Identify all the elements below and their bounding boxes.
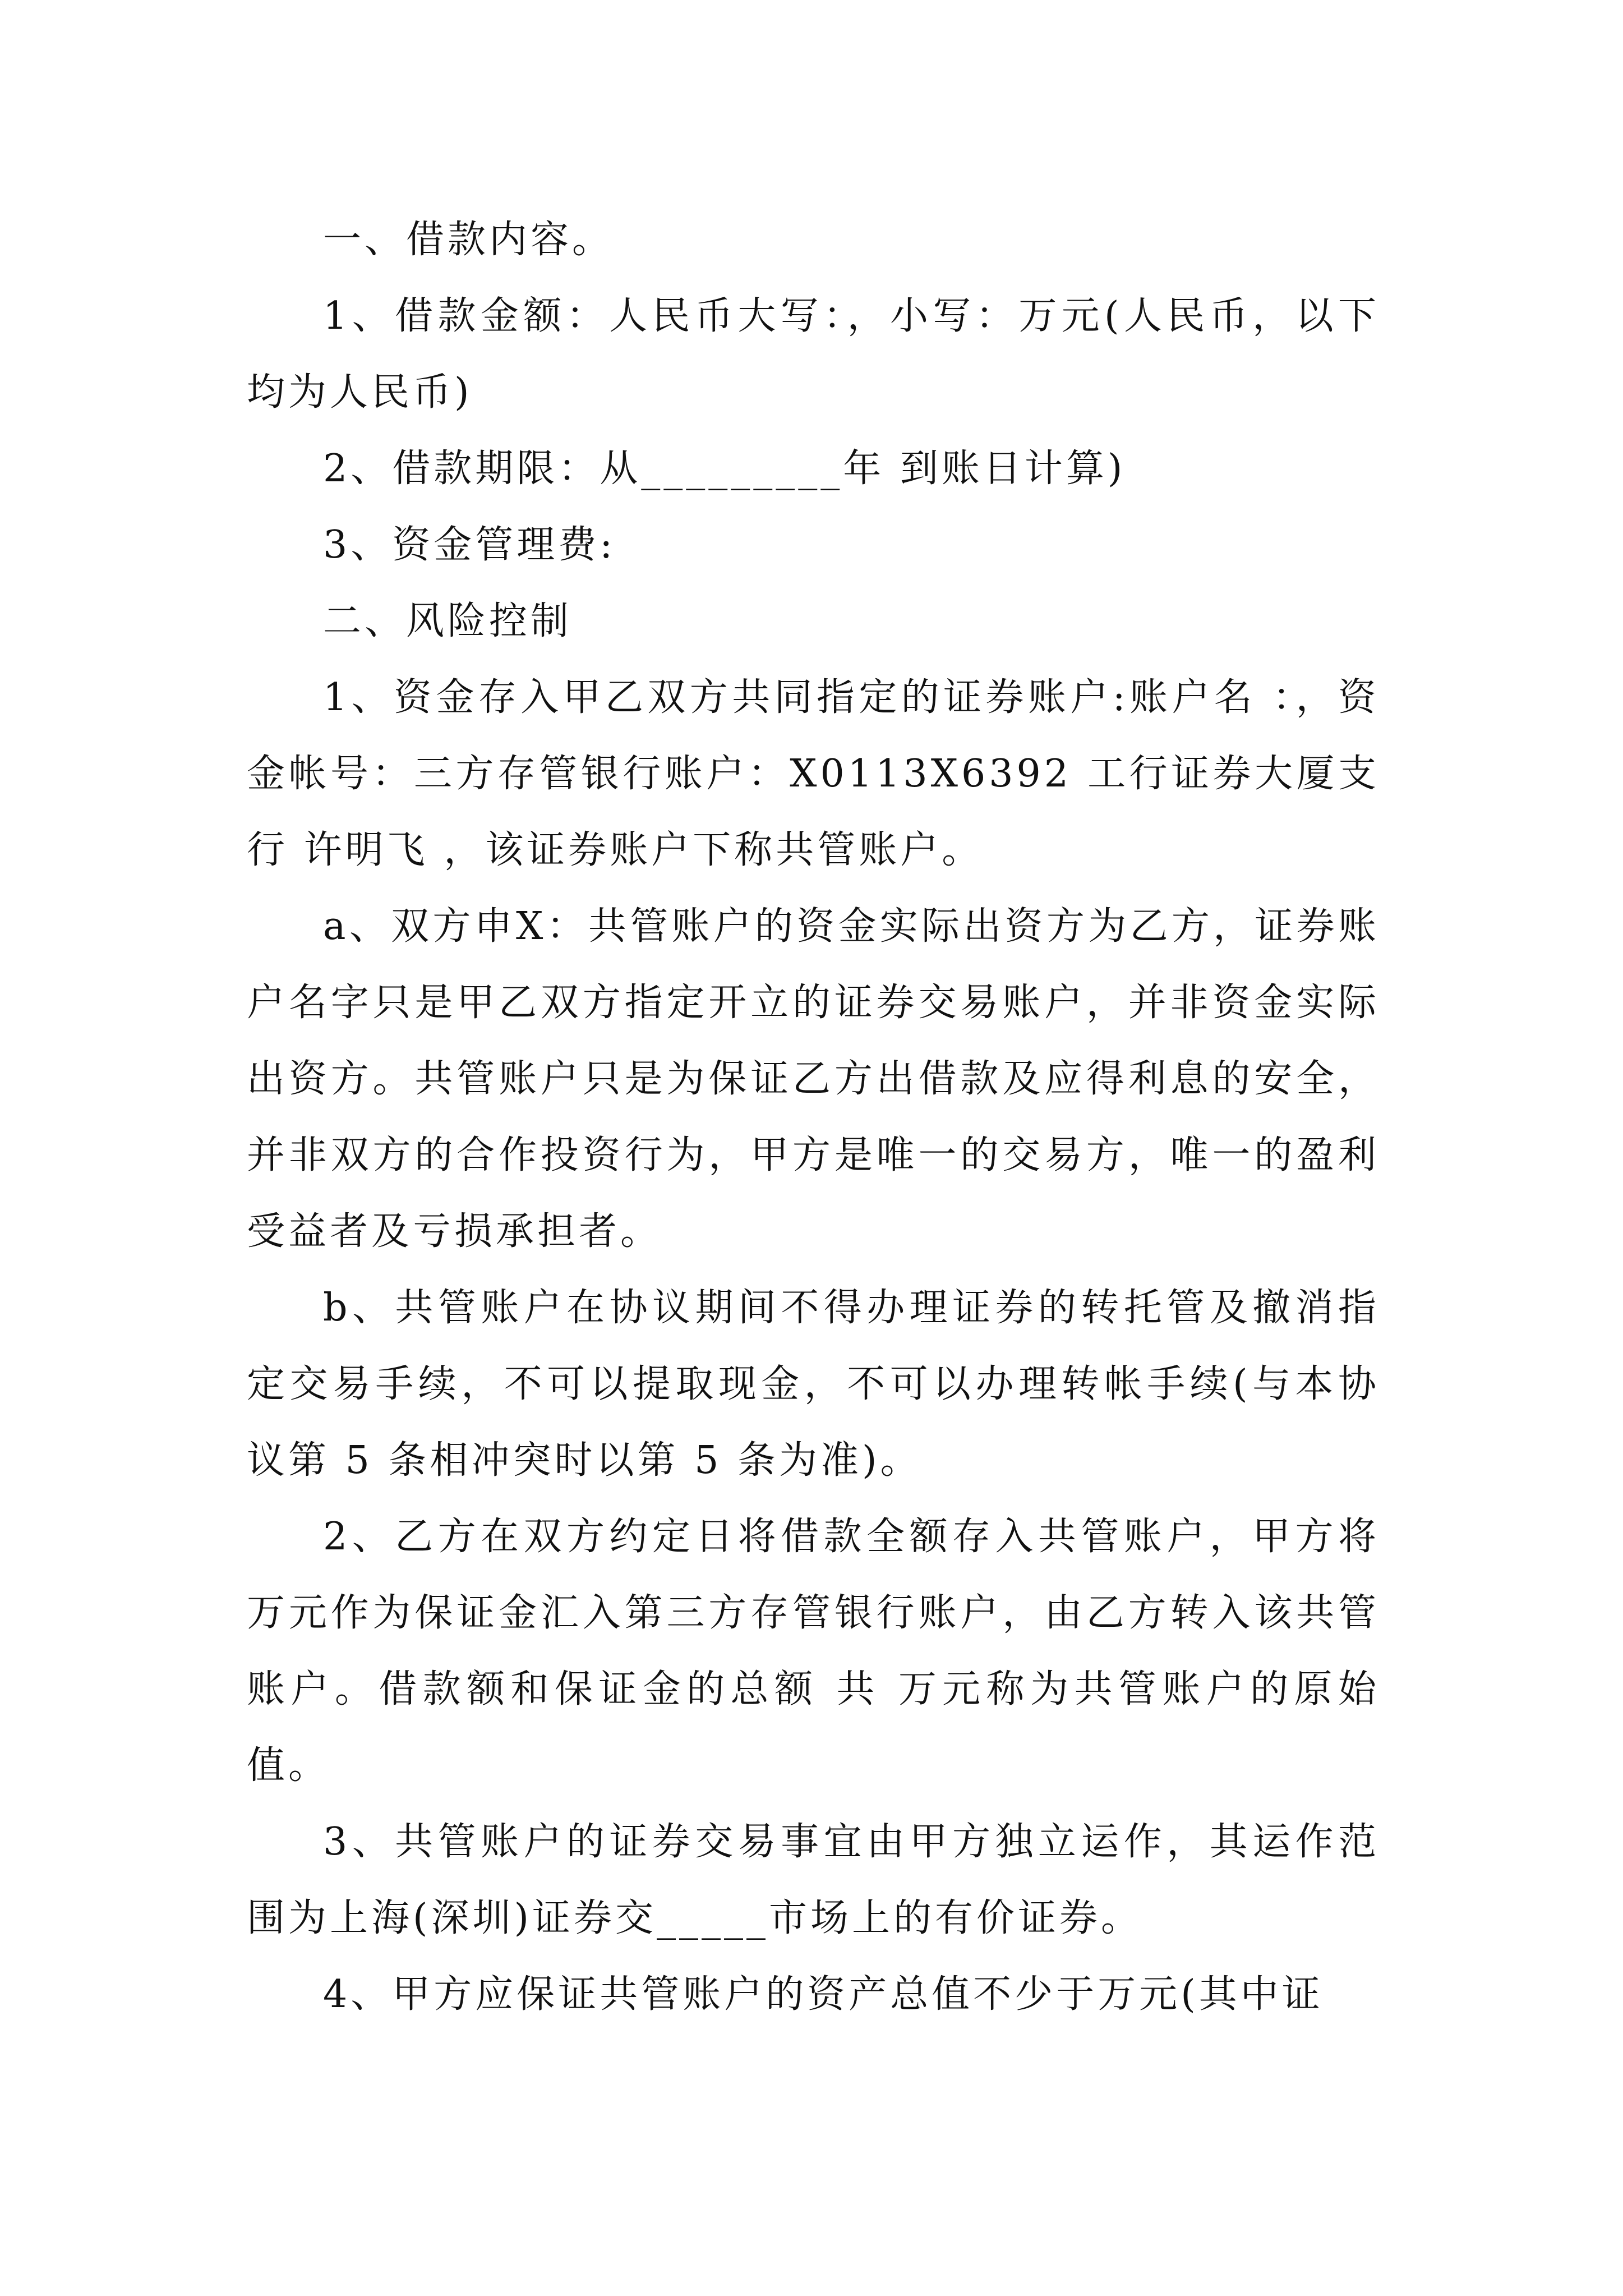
document-body <box>247 202 1380 2033</box>
clause-b-restrictions: b、共管账户在协议期间不得办理证券的转托管及撤消指定交易手续，不可以提取现金，不可以办理转帐手续(与本协议第 5 条相冲突时以第 5 条为准)。 <box>247 1286 1380 1483</box>
clause-loan-amount: 1、借款金额：人民币大写：，小写：万元(人民币，以下均为人民币) <box>247 294 1380 415</box>
clause-asset-value: 4、甲方应保证共管账户的资产总值不少于万元(其中证 <box>323 1972 1324 2017</box>
clause-a-declaration: a、双方申X：共管账户的资金实际出资方为乙方，证券账户名字只是甲乙双方指定开立的证券交易账户，并非资金实际出资方。共管账户只是为保证乙方出借款及应得利息的安全，并非双方的合作投资行为，甲方是唯一的交易方，唯一的盈利受益者及亏损承担者。 <box>247 904 1380 1254</box>
clause-loan-term: 2、借款期限：从_________年 到账日计算) <box>323 447 1126 491</box>
section-heading-loan-content: 一、借款内容。 <box>323 218 614 262</box>
clause-trading-scope: 3、共管账户的证券交易事宜由甲方独立运作，其运作范围为上海(深圳)证券交_____市场上的有价证券。 <box>247 1820 1380 1940</box>
clause-deposit: 2、乙方在双方约定日将借款全额存入共管账户，甲方将万元作为保证金汇入第三方存管银行账户，由乙方转入该共管账户。借款额和保证金的总额 共 万元称为共管账户的原始值。 <box>247 1515 1380 1788</box>
clause-management-fee: 3、资金管理费: <box>323 523 616 567</box>
section-heading-risk-control: 二、风险控制 <box>323 599 573 643</box>
clause-securities-account: 1、资金存入甲乙双方共同指定的证券账户:账户名 ：，资金帐号：三方存管银行账户：X0113X6392 工行证券大厦支行 许明飞 ，该证券账户下称共管账户。 <box>247 675 1380 872</box>
